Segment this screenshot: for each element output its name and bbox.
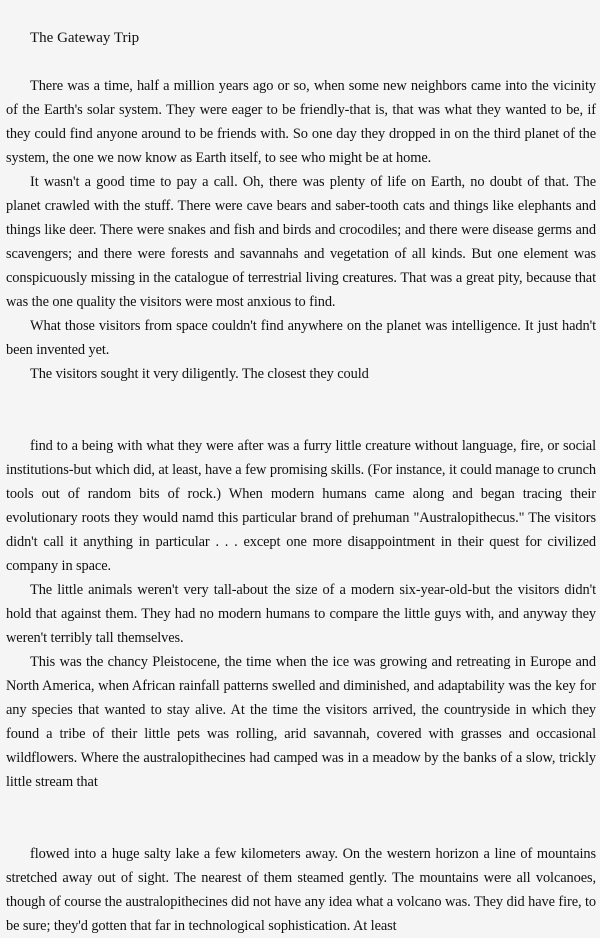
paragraph-5: find to a being with what they were after was a furry little creature without language, fire, or social institutions-but which did, at least, have a few promising skills. (For instance, it could manage to crunch tools out of random bits of rock.) When modern humans came along and began tracing their evolutionary roots they would namd this particular brand of prehuman "Australopithecus." The visitors didn't call it anything in particular . . . except one more disappointment in their quest for civilized company in space. — [6, 438, 596, 574]
paragraph-7: This was the chancy Pleistocene, the time when the ice was growing and retreating in Europe and North America, when African rainfall patterns swelled and diminished, and adaptability was the key for any species that wanted to stay alive. At the time the visitors arrived, the countryside in which they found a tribe of their little pets was rolling, arid savannah, covered with grasses and occasional wildflowers. Where the australopithecines had camped was in a meadow by the banks of a slow, trickly little stream that — [6, 654, 596, 790]
paragraph-6: The little animals weren't very tall-about the size of a modern six-year-old-but the visitors didn't hold that against them. They had no modern humans to compare the little guys with, and anyway they weren't terribly tall themselves. — [6, 582, 596, 646]
document-title: The Gateway Trip — [30, 30, 140, 46]
page-break — [6, 386, 596, 434]
paragraph-8: flowed into a huge salty lake a few kilometers away. On the western horizon a line of mountains stretched away out of sight. The nearest of them steamed gently. The mountains were all volcanoes, though of course the australopithecines did not have any idea what a volcano was. They did have fire, to be sure; they'd gotten that far in technological sophistication. At least — [6, 846, 596, 934]
paragraph-1: There was a time, half a million years ago or so, when some new neighbors came into the vicinity of the Earth's solar system. They were eager to be friendly-that is, that was what they wanted to be, if they could find anyone around to be friends with. So one day they dropped in on the third planet of the system, the one we now know as Earth itself, to see who might be at home. — [6, 78, 596, 166]
paragraph-4: The visitors sought it very diligently. The closest they could — [30, 366, 369, 382]
page-break — [6, 794, 596, 842]
paragraph-2: It wasn't a good time to pay a call. Oh, there was plenty of life on Earth, no doubt of that. The planet crawled with the stuff. There were cave bears and saber-tooth cats and things like elephants and things like deer. There were snakes and fish and birds and crocodiles; and there were disease germs and scavengers; and there were forests and savannahs and vegetation of all kinds. But one element was conspicuously missing in the catalogue of terrestrial living creatures. That was a great pity, because that was the one quality the visitors were most anxious to find. — [6, 174, 596, 310]
paragraph-3: What those visitors from space couldn't find anywhere on the planet was intelligence. It just hadn't been invented yet. — [6, 318, 596, 358]
